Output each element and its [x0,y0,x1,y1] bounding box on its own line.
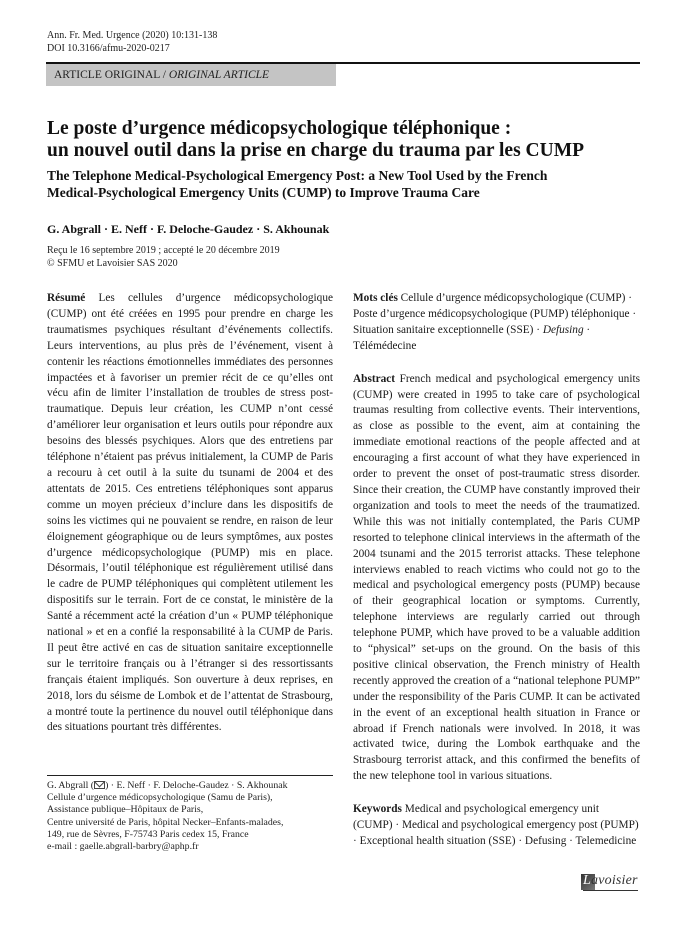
keywords-paragraph [353,802,640,850]
keywords-label: Keywords [353,803,402,816]
title-english-line-2: Medical-Psychological Emergency Units (CUMP) to Improve Trauma Care [47,185,480,200]
mots-cles-text-end: · Télémédecine [353,323,591,352]
title-english-line-1: The Telephone Medical-Psychological Emergency Post: a New Tool Used by the French [47,168,548,183]
affiliation-line-2: Assistance publique–Hôpitaux de Paris, [47,804,204,816]
mots-cles-defusing: Defusing [542,323,584,336]
mots-cles-paragraph [353,291,640,355]
journal-citation: Ann. Fr. Med. Urgence (2020) 10:131-138 [47,30,218,41]
affiliation-line-3: Centre université de Paris, hôpital Necker–Enfants-malades, [47,816,284,828]
resume-text: Les cellules d’urgence médicopsychologique (CUMP) ont été créées en 1995 pour prendre en charge les traumatismes psychiques résultant d’événements collectifs. Leurs interventions, au plus près de l’événement, visent à contenir les réactions émotionnelles immédiates des personnes impactées et à favoriser un premier récit de ce qu’elles ont vécu afin de limiter l’installation de troubles de stress post-traumatique. Depuis leur création, les CUMP n’ont cessé d’améliorer leur organisation et leurs outils pour répondre aux besoins des blessés psychiques. Alors que des entretiens par téléphone n’étaient pas prévus initialement, la CUMP de Paris a recouru à cet outil à la suite du tsunami de 2004 et des attentats de 2015. Ces entretiens téléphoniques sont apparus comme un moyen précieux d’inclure dans les dispositifs de soins les victimes qui ne pouvaient se rendre, en raison de leur éloignement géographique ou de leurs symptômes, aux postes d’urgence médicopsychologique (PUMP) mis en place. Désormais, l’outil téléphonique est régulièrement utilisé dans le cadre de PUMP téléphoniques qui complètent utilement les dispositifs sur le terrain. Fort de ce constat, le ministère de la Santé a récemment acté la création d’un « PUMP téléphonique national » et en a confié la responsabilité à la CUMP de Paris. Il peut être activé en cas de situation sanitaire exceptionnelle sur le territoire français ou à l’étranger si des ressortissants français étaient impliqués. Son ouverture à deux reprises, en 2018, lors du séisme de Lombok et de l’attentat de Strasbourg, a montré toute la pertinence du nouvel outil téléphonique dans des situations pourtant très différentes. [47,292,333,734]
resume-section [47,291,333,736]
resume-paragraph [47,291,333,736]
abstract-paragraph [353,372,640,786]
lavoisier-logo [581,872,639,892]
article-type-banner [46,64,336,86]
footnote-authors: G. Abgrall ( ) · E. Neff · F. Deloche-Gaudez · S. Akhounak [47,780,288,791]
affiliation-line-1: Cellule d’urgence médicopsychologique (Samu de Paris), [47,792,273,804]
mots-cles-text: Cellule d’urgence médicopsychologique (CUMP) · Poste d’urgence médicopsychologique (PUMP) téléphonique · Situation sanitaire exceptionnelle (SSE) · [353,292,637,336]
article-dates [47,245,280,270]
address-line: 149, rue de Sèvres, F-75743 Paris cedex 15, France [47,828,249,840]
logo-wordmark: Lavoisier [583,872,638,891]
received-accepted-dates: Reçu le 16 septembre 2019 ; accepté le 20 décembre 2019 [47,245,280,256]
keywords-text: Medical and psychological emergency unit (CUMP) · Medical and psychological emergency post (PUMP) · Exceptional health situation (SSE) · Defusing · Telemedicine [353,803,639,847]
title-french-line-2: un nouvel outil dans la prise en charge du trauma par les CUMP [47,140,585,161]
right-column [353,291,640,850]
article-type-en: ORIGINAL ARTICLE [168,69,270,81]
title-english [47,167,647,201]
abstract-text: French medical and psychological emergency units (CUMP) were created in 1995 to take care of psychological traumas resulting from collective events. Their interventions, as close as possible to the event, aim at containing the immediate emotional reactions of the people affected and at encouraging a first account of what they have experienced in order to prevent the onset of post-traumatic stress disorder. Since their creation, the CUMP have constantly improved their organization and tools to meet the needs of the traumatized. While this was not initially contemplated, the Paris CUMP resorted to telephone clinical interviews in the aftermath of the 2004 tsunami and the 2015 terrorist attacks. These telephone interviews enabled to reach victims who could not go to the medical and psychological emergency posts (PUMP) because of their geographical location or symptoms. Currently, telephone interviews are regularly carried out through telephone PUMP, which have proved to be a valuable addition to “physical” set-ups on the ground. On the basis of this positive clinical observation, the French ministry of Health recently approved the creation of a “national telephone PUMP” under the responsibility of the Paris CUMP. It can be activated in the event of an exceptional health situation in France or abroad if French nationals were involved. In 2018, it was activated twice, during the Lombok earthquake and the Strasbourg terrorist attack, and this confirmed the benefits of the new telephone tool in various situations. [353,372,640,783]
mots-cles-label: Mots clés [353,292,398,304]
article-type-fr: ARTICLE ORIGINAL / [54,69,169,81]
author-list: G. Abgrall · E. Neff · F. Deloche-Gaudez · S. Akhounak [47,222,330,236]
resume-label: Résumé [47,292,86,304]
envelope-icon [94,781,105,789]
doi[interactable]: DOI 10.3166/afmu-2020-0217 [47,42,170,54]
contact-email[interactable]: e-mail : gaelle.abgrall-barbry@aphp.fr [47,841,199,853]
copyright: © SFMU et Lavoisier SAS 2020 [47,257,178,269]
spacer [353,355,640,372]
spacer [353,785,640,802]
author-affiliation-footnote [47,780,347,853]
title-french [47,118,647,162]
abstract-label: Abstract [353,372,396,385]
journal-header [47,30,217,55]
title-french-line-1: Le poste d’urgence médicopsychologique téléphonique : [47,118,512,139]
footnote-rule [47,775,333,776]
